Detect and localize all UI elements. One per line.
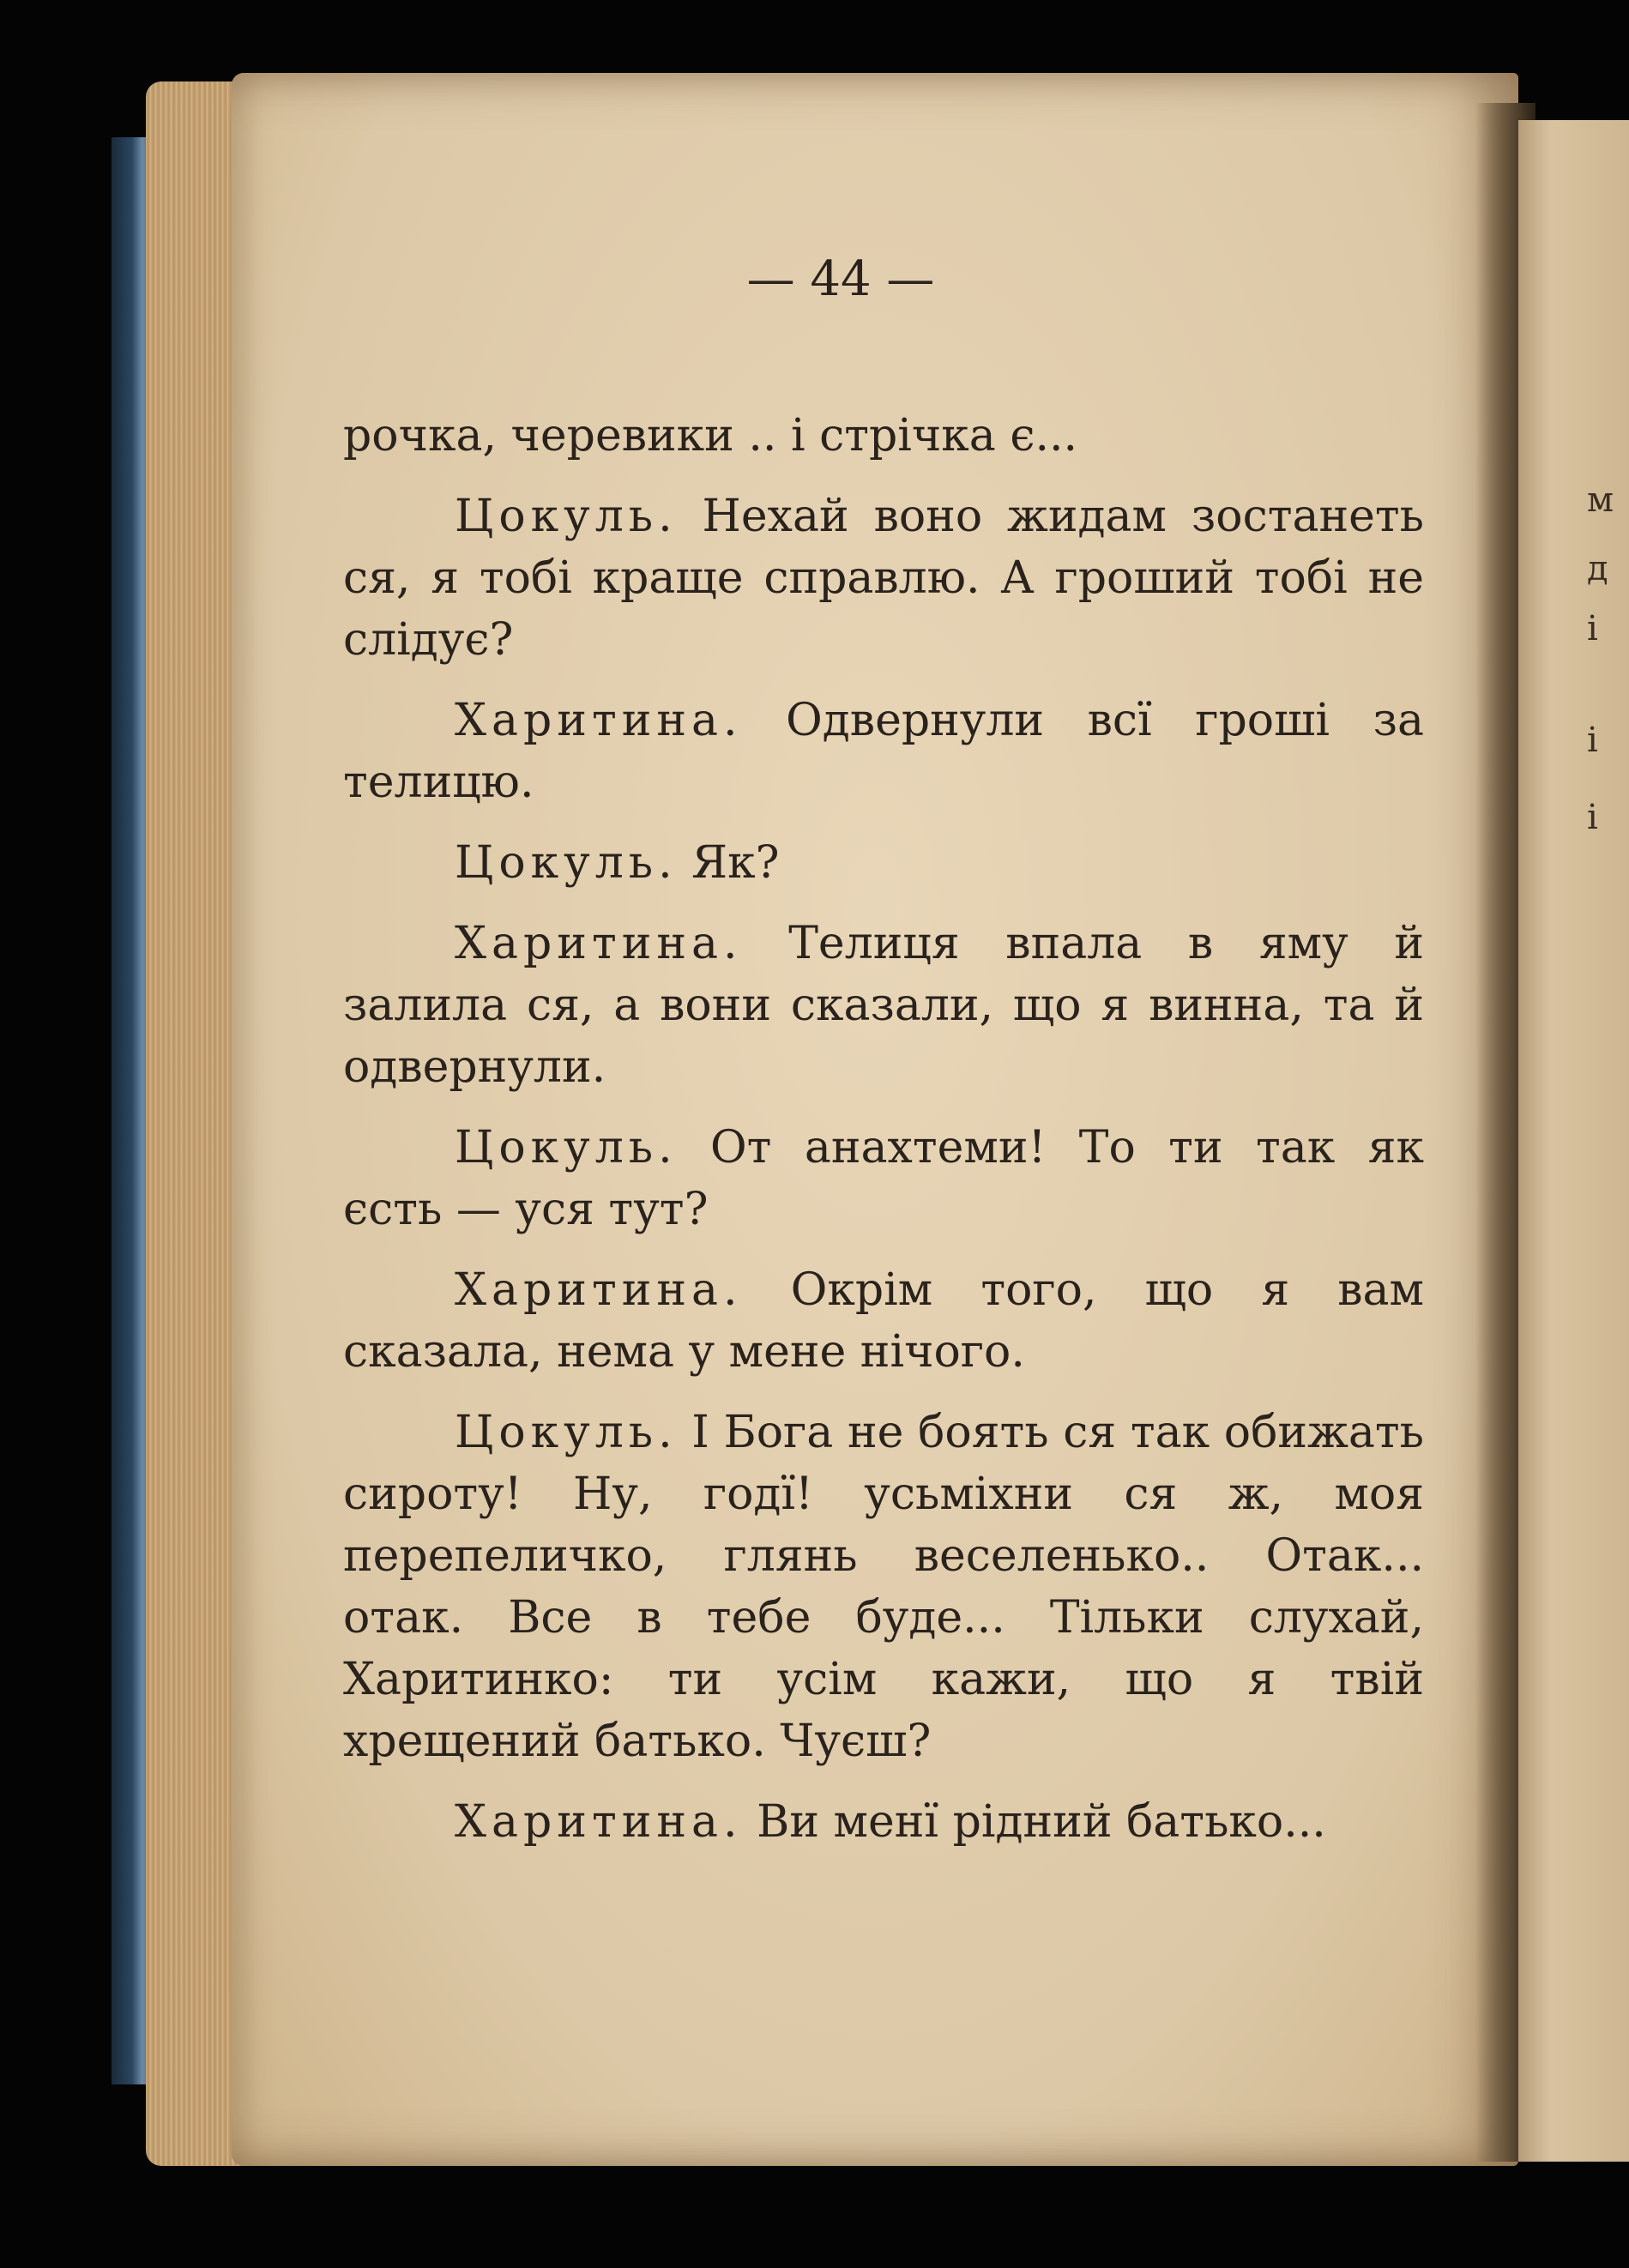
dialogue-text: Одвернули всї гроші за телицю. [343, 695, 1424, 808]
dialogue-line [343, 1791, 1424, 1853]
next-page-fragment: і [1587, 609, 1598, 648]
dialogue-line [343, 1117, 1424, 1240]
next-page-fragment: д [1587, 549, 1608, 588]
speaker-name: Харитина. [455, 918, 743, 969]
dialogue-text: Ви менї рідний батько... [742, 1796, 1326, 1848]
next-page-fragment: м [1587, 480, 1614, 520]
dialogue-line [343, 913, 1424, 1098]
speaker-name: Цокуль. [455, 491, 678, 542]
next-page-fragment: і [1587, 721, 1598, 760]
dialogue-line [343, 832, 1424, 894]
speaker-name: Цокуль. [455, 837, 678, 889]
paragraph [343, 405, 1424, 467]
dialogue-line [343, 1259, 1424, 1383]
speaker-name: Цокуль. [455, 1407, 678, 1458]
page-text [343, 249, 1424, 1872]
page-number: — 44 — [746, 251, 935, 307]
dialogue-text: І Бога не боять ся так обижать сироту! Ну, годї! усьміхни ся ж, моя перепеличко, глянь веселенько.. Отак... отак. Все в тебе буде... Тільки слухай, Харитинко: ти усім кажи, що я твій хрещений батько. Чуєш? [343, 1407, 1424, 1767]
dialogue-line [343, 1402, 1424, 1772]
speaker-name: Цокуль. [455, 1122, 678, 1173]
next-page-edge [1518, 120, 1629, 2162]
dialogue-text: Телиця впала в яму й залила ся, а вони сказали, що я винна, та й одвернули. [343, 918, 1424, 1093]
dialogue-line [343, 690, 1424, 813]
speaker-name: Харитина. [455, 695, 743, 746]
dialogue-text: Як? [677, 837, 780, 889]
dialogue-text: От анахтеми! То ти так як єсть — уся тут? [343, 1122, 1424, 1235]
dialogue-text: Нехай воно жидам зостанеть ся, я тобі краще справлю. А гроший тобі не слідує? [343, 491, 1424, 666]
dialogue-line [343, 486, 1424, 671]
speaker-name: Харитина. [455, 1264, 743, 1316]
next-page-fragment: і [1587, 798, 1598, 837]
dialogue-text: Окрім того, що я вам сказала, нема у мене нічого. [343, 1264, 1424, 1378]
paragraph-text: рочка, черевики .. і стрічка є... [343, 410, 1078, 461]
speaker-name: Харитина. [455, 1796, 743, 1848]
